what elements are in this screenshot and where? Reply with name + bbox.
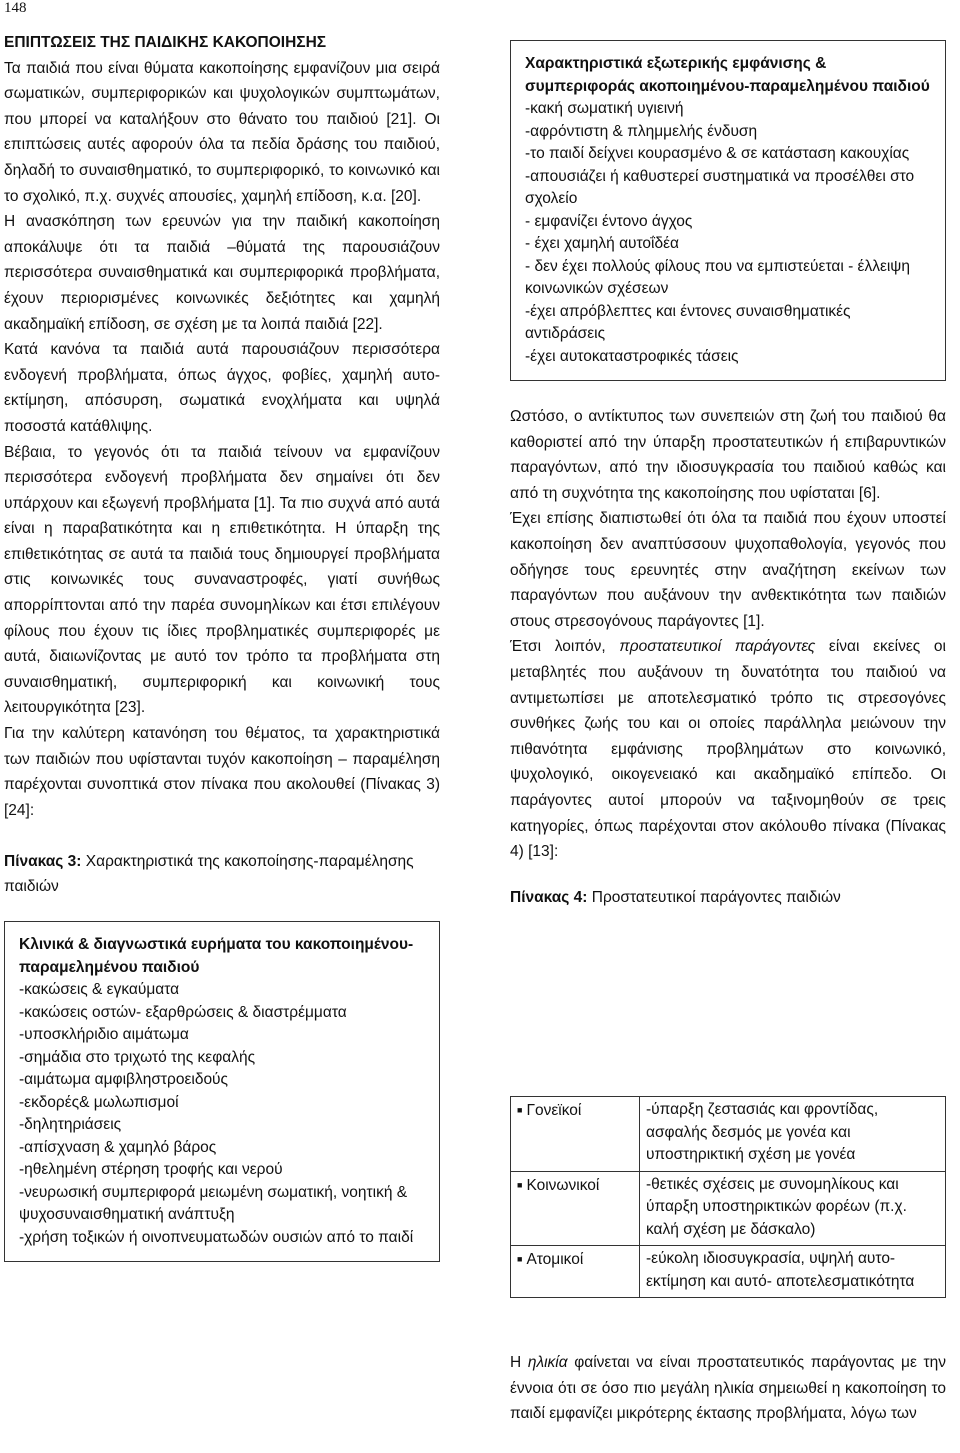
table-4-protective-factors <box>510 1096 946 1298</box>
square-bullet-icon: ■ <box>517 1254 523 1264</box>
box-heading: Κλινικά & διαγνωστικά ευρήματα του κακοποιημένου-παραμελημένου παιδιού <box>19 936 414 976</box>
list-item: -απίσχναση & χαμηλό βάρος <box>19 1138 217 1156</box>
table-3-clinical-findings-box <box>4 921 440 1262</box>
list-item: -νευρωσική συμπεριφορά μειωμένη σωματική, νοητική & ψυχοσυναισθηματική ανάπτυξη <box>19 1183 408 1224</box>
list-item: -αφρόντιστη & πλημμελής ένδυση <box>525 122 758 140</box>
table-3-appearance-box <box>510 40 946 381</box>
paragraph: Βέβαια, το γεγονός ότι τα παιδιά τείνουν να εμφανίζουν περισσότερα ενδογενή προβλήματα δεν σημαίνει ότι δεν υπάρχουν και εξωγενή προβλήματα [1]. Τα πιο συχνά από αυτά είναι η παραβατικότητα και η επιθετικότητα. Η ύπαρξη της επιθετικότητας σε αυτά τα παιδιά τους δημιουργεί προβλήματα στις κοινωνικές τους συναναστροφές, γιατί συνήθως απορρίπτονται από την παρέα συνομηλίκων και έτσι επιλέγουν φίλους που έχουν τις ίδιες προβληματικές συμπεριφορές με αυτά, διαιωνίζοντας με αυτό τον τρόπο τα προβλήματα στη συναισθηματική, συμπεριφορική και κοινωνική τους λειτουργικότητα [23]. <box>4 443 440 717</box>
emphasis-term: προστατευτικοί παράγοντες <box>619 638 816 656</box>
list-item: -αιμάτωμα αμφιβληστροειδούς <box>19 1071 229 1089</box>
paragraph: Τα παιδιά που είναι θύματα κακοποίησης εμφανίζουν μια σειρά σωματικών, συμπεριφορικών και ψυχολογικών συμπτωμάτων, που μπορεί να καταλήξουν στο θάνατο του παιδιού [21]. Οι επιπτώσεις αυτές αφορούν όλα τα πεδία δράσης του παιδιού, δηλαδή το συναισθηματικό, το συμπεριφορικό, το κοινωνικό και το σχολικό, π.χ. συχνές απουσίες, χαμηλή επίδοση, κ.α. [20]. <box>4 59 440 205</box>
left-column <box>4 30 440 1262</box>
list-item: - έχει χαμηλή αυτοΐδέα <box>525 235 679 252</box>
table-cell-category: ■ Κοινωνικοί <box>511 1171 640 1246</box>
square-bullet-icon: ■ <box>517 1105 523 1115</box>
table-cell-category: ■ Ατομικοί <box>511 1246 640 1298</box>
section-heading: ΕΠΙΠΤΩΣΕΙΣ ΤΗΣ ΠΑΙΔΙΚΗΣ ΚΑΚΟΠΟΙΗΣΗΣ <box>4 34 327 51</box>
list-item: - δεν έχει πολλούς φίλους που να εμπιστεύεται - έλλειψη κοινωνικών σχέσεων <box>525 257 910 297</box>
table-3-title: Χαρακτηριστικά της κακοποίησης-παραμέλησης παιδιών <box>4 853 414 896</box>
table-3-label: Πίνακας 3: <box>4 853 82 871</box>
paragraph: Έχει επίσης διαπιστωθεί ότι όλα τα παιδιά που έχουν υποστεί κακοποίηση δεν αναπτύσσουν ψυχοπαθολογία, γεγονός που οδήγησε τους ερευνητές στην αναζήτηση εκείνων των παραγόντων που αυξάνουν την ανθεκτικότητα των παιδιών στους στρεσογόνους παράγοντες [1]. <box>510 510 946 630</box>
list-item: -υποσκλήριδιο αιμάτωμα <box>19 1026 189 1044</box>
list-item: -σημάδια στο τριχωτό της κεφαλής <box>19 1048 256 1066</box>
table-3-caption <box>4 849 440 899</box>
list-item: -δηλητηριάσεις <box>19 1116 122 1134</box>
paragraph <box>510 634 946 864</box>
right-column <box>510 52 946 910</box>
paragraph: Για την καλύτερη κατανόηση του θέματος, τα χαρακτηριστικά των παιδιών που υφίστανται τυχόν κακοποίηση – παραμέληση παρέχονται συνοπτικά στον πίνακα που ακολουθεί (Πίνακας 3)[24]: <box>4 725 440 819</box>
table-cell-factors: -ύπαρξη ζεστασιάς και φροντίδας, ασφαλής δεσμός με γονέα και υποστηρικτική σχέση με γονέα <box>640 1097 946 1172</box>
list-item: -εκδορές& μωλωπισμοί <box>19 1093 179 1111</box>
table-4-caption <box>510 885 946 910</box>
right-bottom-paragraph <box>510 1350 946 1427</box>
emphasis-term: ηλικία <box>527 1354 568 1371</box>
table-row <box>511 1097 946 1172</box>
table-cell-category: ■ Γονεϊκοί <box>511 1097 640 1172</box>
list-item: -απουσιάζει ή καθυστερεί συστηματικά να προσέλθει στο <box>525 167 915 185</box>
list-item: -έχει αυτοκαταστροφικές τάσεις <box>525 347 739 365</box>
paragraph: Ωστόσο, ο αντίκτυπος των συνεπειών στη ζωή του παιδιού θα καθοριστεί από την ύπαρξη προστατευτικών ή επιβαρυντικών παραγόντων, από την ιδιοσυγκρασία του παιδιού καθώς και από τη συχνότητα της κακοποίησης που υφίσταται [6]. <box>510 408 946 502</box>
box-list <box>525 98 931 368</box>
paragraph-text: είναι εκείνες οι μεταβλητές που αυξάνουν τη δυνατότητα του παιδιού να αντιμετωπίσει με αποτελεσματικό τρόπο τις στρεσογόνες συνθήκες ζωής του και οι οποίες παράλληλα μειώνουν την πιθανότητα εμφάνισης προβλημάτων στο κοινωνικό, ψυχολογικό, οικογενειακό και ακαδημαϊκό επίπεδο. Οι παράγοντες αυτοί μπορούν να ταξινομηθούν σε τρεις κατηγορίες, όπως παρέχονται στον ακόλουθο πίνακα (Πίνακας 4) [13]: <box>510 638 946 861</box>
list-item: - εμφανίζει έντονο άγχος <box>525 212 693 230</box>
list-item: -το παιδί δείχνει κουρασμένο & σε κατάσταση κακουχίας <box>525 145 910 162</box>
list-item: -ηθελημένη στέρηση τροφής και νερού <box>19 1161 283 1179</box>
list-item: -κακώσεις οστών- εξαρθρώσεις & διαστρέμματα <box>19 1003 347 1021</box>
list-item: -έχει απρόβλεπτες και έντονες συναισθηματικές αντιδράσεις <box>525 302 851 342</box>
list-item: -κακή σωματική υγιεινή <box>525 100 684 117</box>
square-bullet-icon: ■ <box>517 1179 523 1190</box>
list-item: -χρήση τοξικών ή οινοπνευματωδών ουσιών από το παιδί <box>19 1228 414 1246</box>
table-cell-factors: -εύκολη ιδιοσυγκρασία, υψηλή αυτο-εκτίμηση και αυτό- αποτελεσματικότητα <box>640 1246 946 1298</box>
paragraph: Η ηλικία φαίνεται να είναι προστατευτικός παράγοντας με την έννοια ότι σε όσο πιο μεγάλη ηλικία σημειωθεί η κακοποίηση το παιδί εμφανίζει μικρότερης έκτασης προβλήματα, λόγω των <box>510 1354 947 1423</box>
table-4-label: Πίνακας 4: <box>510 888 588 906</box>
page-number: 148 <box>4 0 27 16</box>
table-cell-factors: -θετικές σχέσεις με συνομηλίκους και ύπαρξη υποστηρικτικών φορέων (π.χ. καλή σχέση με δάσκαλο) <box>640 1171 946 1246</box>
paragraph: Η ανασκόπηση των ερευνών για την παιδική κακοποίηση αποκάλυψε ότι τα παιδιά –θύματά της παρουσιάζουν περισσότερα συναισθηματικά και συμπεριφορικά προβλήματα, έχουν περιορισμένες κοινωνικές δεξιότητες και χαμηλή ακαδημαϊκή επίδοση, σε σχέση με τα λοιπά παιδιά [22]. <box>4 213 440 333</box>
table-4-title: Προστατευτικοί παράγοντες παιδιών <box>587 888 841 906</box>
paragraph: Κατά κανόνα τα παιδιά αυτά παρουσιάζουν περισσότερα ενδογενή προβλήματα, όπως άγχος, φοβίες, χαμηλή αυτο- εκτίμηση, απόσυρση, σωματικά ενοχλήματα και υψηλά ποσοστά κατάθλιψης. <box>4 341 440 435</box>
list-item: σχολείο <box>525 190 578 207</box>
box-list <box>19 979 425 1249</box>
box-heading: Χαρακτηριστικά εξωτερικής εμφάνισης & συμπεριφοράς ακοποιημένου-παραμελημένου παιδιού <box>525 55 930 95</box>
list-item: -κακώσεις & εγκαύματα <box>19 981 180 999</box>
table-row <box>511 1171 946 1246</box>
paragraph-text: Έτσι λοιπόν, <box>510 638 620 656</box>
table-row <box>511 1246 946 1298</box>
